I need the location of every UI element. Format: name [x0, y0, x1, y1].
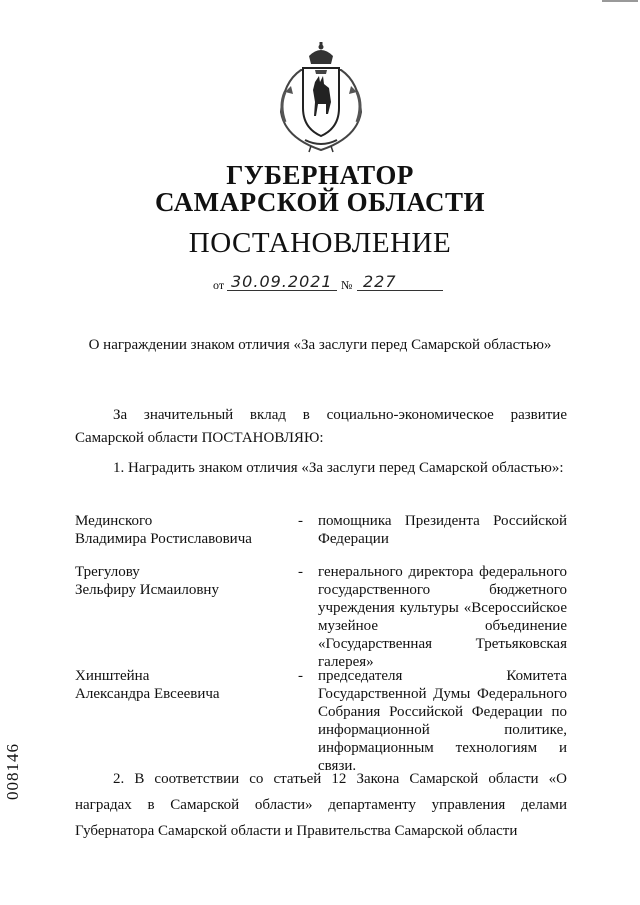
awardee-surname: Трегулову: [75, 564, 140, 580]
awardee-given-names: Владимира Ростиславовича: [75, 531, 252, 547]
awardee-surname: Хинштейна: [75, 668, 150, 684]
document-type: ПОСТАНОВЛЕНИЕ: [188, 227, 452, 259]
awardee-name: [75, 667, 275, 703]
document-subject: О награждении знаком отличия «За заслуги перед Самарской областью»: [88, 337, 552, 353]
list-dash: -: [298, 668, 303, 684]
issuer-title-line1: ГУБЕРНАТОР: [226, 160, 414, 190]
list-dash: -: [298, 564, 303, 580]
awardee-position: генерального директора федерального государственного бюджетного учреждения культуры «Всероссийское музейное объединение «Государственная Третьяковская галерея»: [318, 564, 567, 670]
awardee-surname: Мединского: [75, 513, 153, 529]
awardee-given-names: Зельфиру Исмаиловну: [75, 582, 219, 598]
scan-edge-mark: [602, 0, 638, 2]
document-serial-code: 008146: [3, 743, 22, 800]
awardee-position: председателя Комитета Государственной Думы Федерального Собрания Российской Федерации по информационной политике, информационным технологиям и связи.: [318, 668, 567, 774]
issuer-title-line2: САМАРСКОЙ ОБЛАСТИ: [154, 187, 486, 217]
coat-of-arms-icon: [271, 42, 371, 154]
item-2-paragraph: 2. В соответствии со статьей 12 Закона Самарской области «О наградах в Самарской области» департаменту управления делами Губернатора Самарской области и Правительства Самарской области: [75, 771, 567, 839]
awardee-position: помощника Президента Российской Федерации: [318, 513, 567, 547]
document-number: 227: [363, 272, 397, 291]
number-label: №: [341, 278, 353, 292]
document-date: 30.09.2021: [231, 272, 333, 291]
item-1-paragraph: 1. Наградить знаком отличия «За заслуги перед Самарской областью»:: [113, 460, 564, 476]
intro-paragraph: За значительный вклад в социально-экономическое развитие Самарской области ПОСТАНОВЛЯЮ:: [75, 407, 567, 446]
awardee-name: [75, 512, 275, 548]
awardee-name: [75, 563, 275, 599]
awardee-given-names: Александра Евсеевича: [75, 686, 220, 702]
date-from-label: от: [213, 278, 225, 292]
list-dash: -: [298, 513, 303, 529]
